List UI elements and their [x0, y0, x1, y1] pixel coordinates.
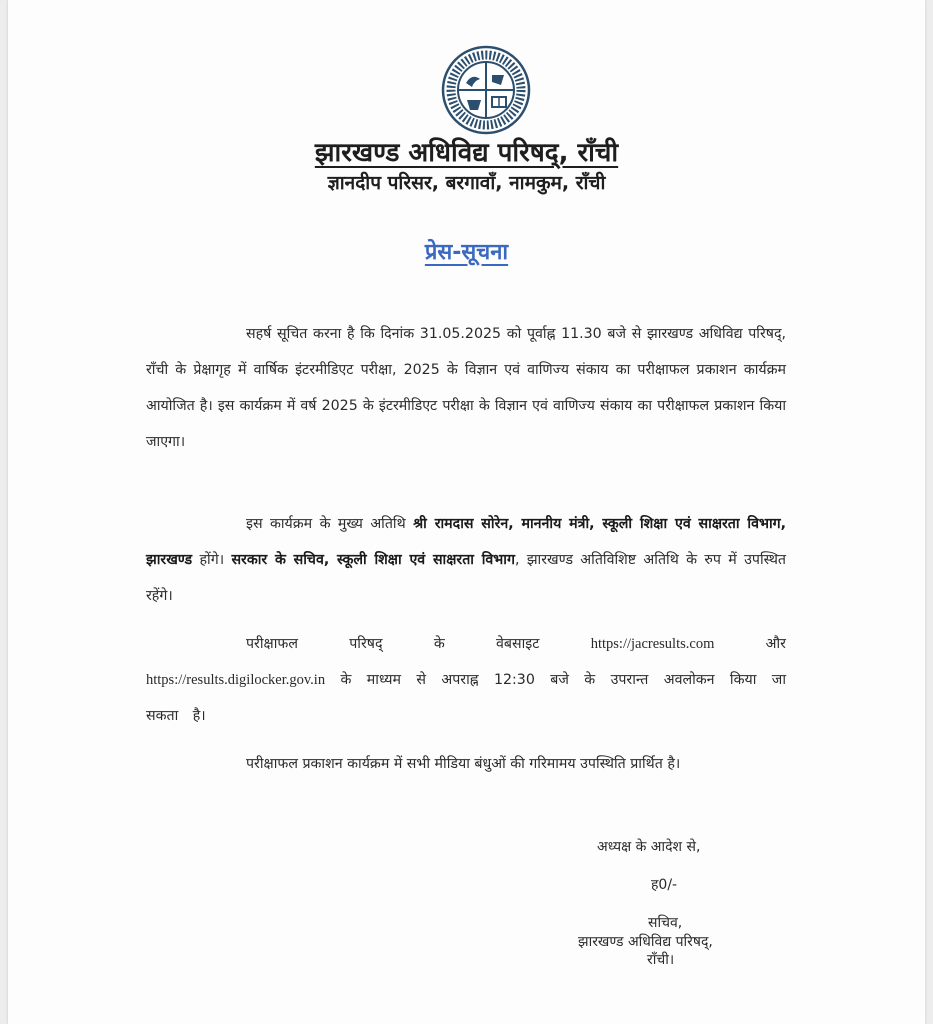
- notice-heading: प्रेस-सूचना: [424, 240, 509, 265]
- signature-designation: सचिव,: [648, 915, 683, 931]
- digilocker-link[interactable]: https://results.digilocker.gov.in: [146, 672, 326, 688]
- chief-guest-name: श्री रामदास सोरेन, माननीय मंत्री, स्कूली शिक्षा एवं साक्षरता विभाग, झारखण्ड: [146, 516, 786, 568]
- organization-title: झारखण्ड अधिविद्य परिषद्, राँची: [314, 138, 619, 168]
- signature-order-line: अध्यक्ष के आदेश से,: [597, 839, 701, 855]
- signature-signed: ह0/-: [651, 877, 678, 893]
- jacresults-link[interactable]: https://jacresults.com: [590, 636, 715, 652]
- organization-address: ज्ञानदीप परिसर, बरगावाँ, नामकुम, राँची: [327, 172, 606, 194]
- paragraph-guests: इस कार्यक्रम के मुख्य अतिथि श्री रामदास सोरेन, माननीय मंत्री, स्कूली शिक्षा एवं साक्षरता विभाग, झारखण्ड होंगे। सरकार के सचिव, स्कूली शिक्षा एवं साक्षरता विभाग, झारखण्ड अतिविशिष्ट अतिथि के रुप में उपस्थित रहेंगे।: [146, 516, 787, 604]
- special-guest-name: सरकार के सचिव, स्कूली शिक्षा एवं साक्षरता विभाग: [231, 552, 515, 568]
- signature-city: राँची।: [647, 952, 675, 968]
- signature-organization: झारखण्ड अधिविद्य परिषद्,: [578, 934, 713, 950]
- paragraph-result-websites: परीक्षाफल परिषद् के वेबसाइट https://jacresults.com और https://results.digilocker.gov.in के माध्यम से अपराह्न 12:30 बजे के उपरान्त अवलोकन किया जा सकता है।: [146, 636, 786, 724]
- board-emblem-logo: [441, 45, 531, 135]
- paragraph-media-invite: परीक्षाफल प्रकाशन कार्यक्रम में सभी मीडिया बंधुओं की गरिमामय उपस्थिति प्रार्थित है।: [246, 756, 681, 772]
- paragraph-announcement: सहर्ष सूचित करना है कि दिनांक 31.05.2025 को पूर्वाह्न 11.30 बजे से झारखण्ड अधिविद्य परिषद्, राँची के प्रेक्षागृह में वार्षिक इंटरमीडिएट परीक्षा, 2025 के विज्ञान एवं वाणिज्य संकाय का परीक्षाफल प्रकाशन कार्यक्रम आयोजित है। इस कार्यक्रम में वर्ष 2025 के इंटरमीडिएट परीक्षा के विज्ञान एवं वाणिज्य संकाय का परीक्षाफल प्रकाशन किया जाएगा।: [146, 326, 786, 450]
